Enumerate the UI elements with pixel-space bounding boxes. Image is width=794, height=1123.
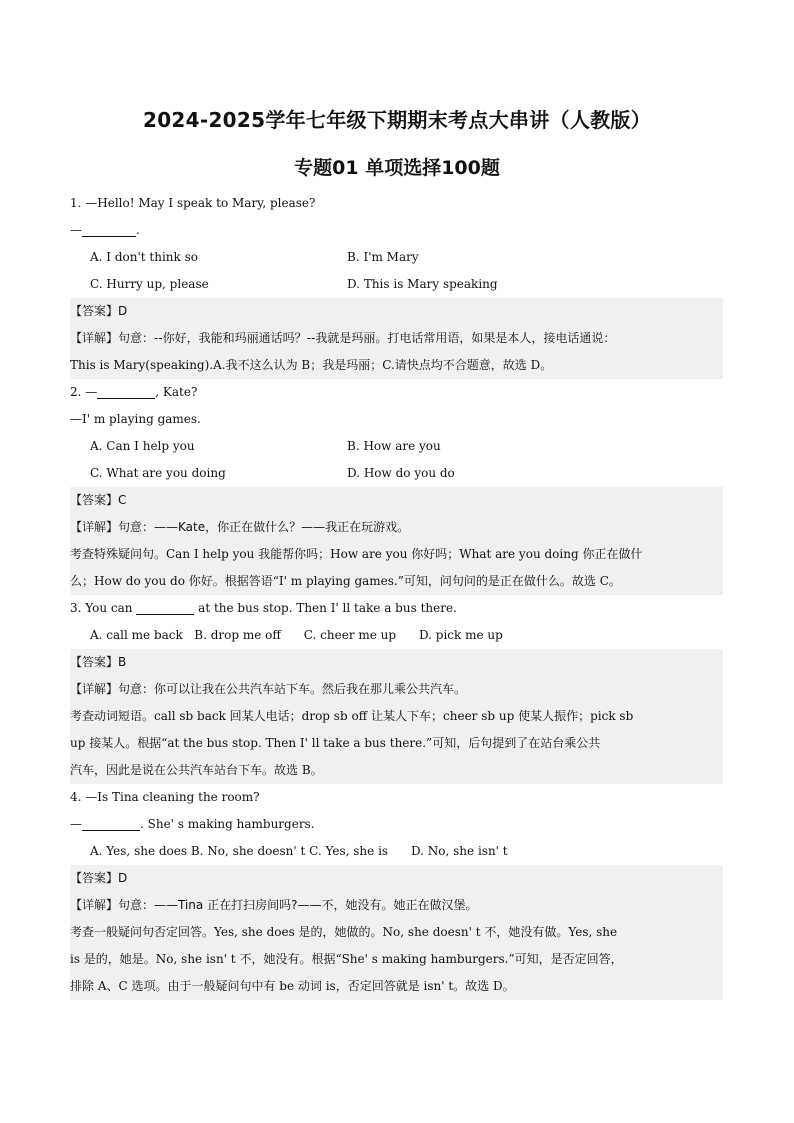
option-c: C. What are you doing: [90, 466, 226, 480]
question-1: [70, 190, 723, 379]
question-3: [70, 595, 723, 784]
detail-line: 排除 A、C 选项。由于一般疑问句中有 be 动词 is，否定回答就是 isn' t。故选 D。: [70, 979, 515, 993]
detail-line: is 是的，她是。No, she isn' t 不，她没有。根据“She' s making hamburgers.”可知，是否定回答，: [70, 952, 623, 966]
question-response: —I' m playing games.: [70, 412, 201, 426]
option-a: A. Can I help you: [90, 439, 195, 453]
answer-block: [70, 298, 723, 379]
detail-line: 考查一般疑问句否定回答。Yes, she does 是的，她做的。No, she doesn' t 不，她没有做。Yes, she: [70, 925, 618, 939]
detail-line: 【详解】句意：--你好，我能和玛丽通话吗？--我就是玛丽。打电话常用语，如果是本人，接电话通说：: [70, 331, 616, 345]
answer-blank: [97, 382, 155, 399]
detail-line: This is Mary(speaking).A.我不这么认为 B；我是玛丽；C.请快点均不合题意，故选 D。: [70, 358, 553, 372]
document-title: 2024-2025学年七年级下期期末考点大串讲（人教版）: [142, 108, 652, 132]
answer-blank: [82, 220, 136, 237]
answer-line: 【答案】C: [70, 493, 127, 507]
options-row: [70, 271, 723, 298]
answer-blank: [82, 814, 140, 831]
answer-line: 【答案】D: [70, 304, 128, 318]
answer-line: 【答案】D: [70, 871, 128, 885]
option-b: B. How are you: [347, 439, 441, 453]
detail-line: 么；How do you do 你好。根据答语“I' m playing games.”可知，问句问的是正在做什么。故选 C。: [70, 574, 621, 588]
answer-line: 【答案】B: [70, 655, 127, 669]
options-row: [70, 622, 723, 649]
answer-value: B: [118, 655, 127, 669]
detail-line: 汽车，因此是说在公共汽车站台下车。故选 B。: [70, 763, 323, 777]
options-row: [70, 244, 723, 271]
question-stem: 1. —Hello! May I speak to Mary, please?: [70, 196, 316, 210]
detail-line: 【详解】句意：——Kate，你正在做什么？——我正在玩游戏。: [70, 520, 410, 534]
question-stem: 4. —Is Tina cleaning the room?: [70, 790, 260, 804]
question-response: — .: [70, 217, 723, 244]
option-c: C. Hurry up, please: [90, 277, 209, 291]
answer-block: [70, 649, 723, 784]
option-d: D. No, she isn' t: [410, 844, 508, 858]
answer-value: D: [118, 304, 128, 318]
option-d: D. How do you do: [347, 466, 455, 480]
detail-line: 考查动词短语。call sb back 回某人电话；drop sb off 让某人下车；cheer sb up 使某人振作；pick sb: [70, 709, 634, 723]
options-row: [70, 433, 723, 460]
options-row: [70, 838, 723, 865]
question-response: — . She' s making hamburgers.: [70, 811, 723, 838]
answer-block: [70, 487, 723, 595]
option-c: C. cheer me up: [303, 628, 397, 642]
option-c: C. Yes, she is: [309, 844, 389, 858]
document-subtitle: 专题01 单项选择100题: [294, 157, 500, 179]
question-2: [70, 379, 723, 595]
option-b: B. No, she doesn' t: [190, 844, 306, 858]
detail-line: up 接某人。根据“at the bus stop. Then I' ll take a bus there.”可知，后句提到了在站台乘公共: [70, 736, 601, 750]
answer-value: D: [118, 871, 128, 885]
question-stem: 3. You can at the bus stop. Then I' ll take a bus there.: [70, 595, 723, 622]
question-list: [70, 190, 723, 1000]
answer-block: [70, 865, 723, 1000]
option-a: A. Yes, she does: [90, 844, 188, 858]
answer-blank: [136, 598, 194, 615]
question-4: [70, 784, 723, 1000]
option-d: D. pick me up: [418, 628, 503, 642]
answer-value: C: [118, 493, 127, 507]
detail-line: 【详解】句意：——Tina 正在打扫房间吗?——不，她没有。她正在做汉堡。: [70, 898, 478, 912]
option-b: B. I'm Mary: [347, 250, 419, 264]
question-stem: 2. — , Kate?: [70, 379, 723, 406]
options-row: [70, 460, 723, 487]
detail-line: 【详解】句意：你可以让我在公共汽车站下车。然后我在那儿乘公共汽车。: [70, 682, 467, 696]
option-d: D. This is Mary speaking: [347, 277, 498, 291]
detail-line: 考查特殊疑问句。Can I help you 我能帮你吗；How are you 你好吗；What are you doing 你正在做什: [70, 547, 643, 561]
option-a: A. call me back: [90, 628, 183, 642]
option-a: A. I don't think so: [90, 250, 199, 264]
option-b: B. drop me off: [194, 628, 281, 642]
